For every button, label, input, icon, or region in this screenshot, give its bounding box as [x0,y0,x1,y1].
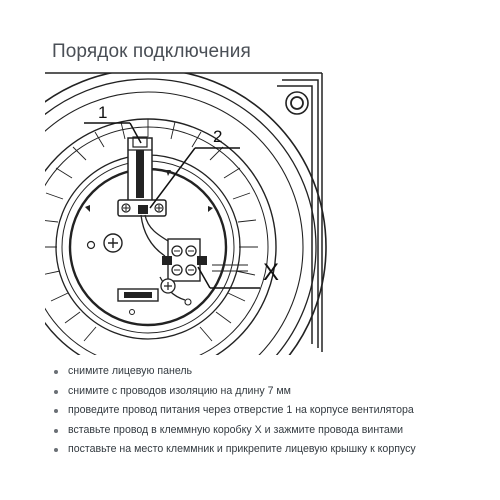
circuit-board [118,289,158,315]
callout-2-label: 2 [213,127,223,146]
wiring-diagram [40,70,340,360]
page-title: Порядок подключения [52,41,251,62]
screw-ground [161,279,191,305]
cable-entry [128,137,152,202]
callout-x-label: X [263,259,280,286]
list-item: снимите лицевую панель [52,362,416,382]
fan-housing [45,73,322,352]
cable-clamp [118,200,166,216]
callout-1-label: 1 [98,103,108,122]
connection-steps-list [52,362,416,460]
list-item: снимите с проводов изоляцию на длину 7 мм [52,382,416,402]
list-item: вставьте провод в клеммную коробку X и зажмите провода винтами [52,421,416,441]
mounting-hole [286,92,308,114]
list-item: проведите провод питания через отверстие 1 на корпусе вентилятора [52,401,416,421]
terminal-block [162,239,207,281]
list-item: поставьте на место клеммник и прикрепите лицевую крышку к корпусу [52,440,416,460]
screw-left [88,234,123,252]
